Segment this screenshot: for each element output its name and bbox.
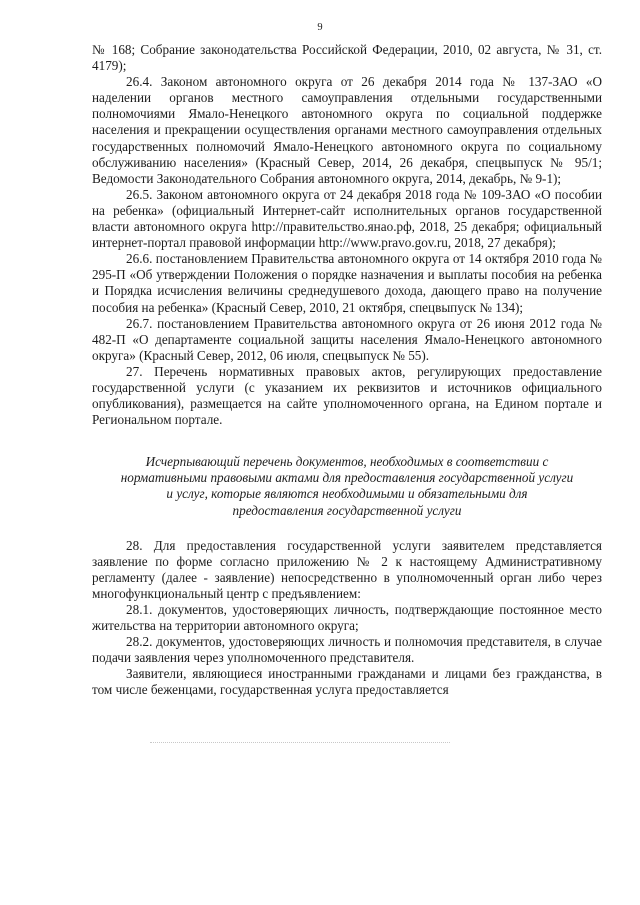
paragraph-26-4: 26.4. Законом автономного округа от 26 декабря 2014 года № 137-ЗАО «О наделении органов местного самоуправления отдельными государственными полномочиями Ямало-Ненецкого автономного округа по социальной поддержке населения и прекращении осуществления органами местного самоуправления отдельных государственных полномочий Ямало-Ненецкого автономного округа по социальному обслуживанию населения» (Красный Север, 2014, 26 декабря, спецвыпуск № 95/1; Ведомости Законодательного Собрания автономного округа, 2014, декабрь, № 9-1); <box>92 74 602 186</box>
heading-line: нормативными правовыми актами для предоставления государственной услуги <box>120 470 574 486</box>
paragraph-27: 27. Перечень нормативных правовых актов, регулирующих предоставление государственной услуги (с указанием их реквизитов и источников официального опубликования), размещается на сайте уполномоченного органа, на Едином портале и Региональном портале. <box>92 363 602 428</box>
paragraph-foreign-applicants: Заявители, являющиеся иностранными гражданами и лицами без гражданства, в том числе беженцами, государственная услуга предоставляется <box>92 666 602 698</box>
paragraph-28: 28. Для предоставления государственной услуги заявителем представляется заявление по форме согласно приложению № 2 к настоящему Административному регламенту (далее - заявление) непосредственно в уполномоченный орган либо через многофункциональный центр с предъявлением: <box>92 537 602 601</box>
heading-line: и услуг, которые являются необходимыми и обязательными для <box>166 486 528 502</box>
paragraph-28-2: 28.2. документов, удостоверяющих личность и полномочия представителя, в случае подачи заявления через уполномоченного представителя. <box>92 634 602 666</box>
paragraph-26-6: 26.6. постановлением Правительства автономного округа от 14 октября 2010 года № 295-П «Об утверждении Положения о порядке назначения и выплаты пособия на ребенка и Порядка исчисления величины среднедушевого дохода, дающего право на получение пособия на ребенка» (Красный Север, 2010, 21 октября, спецвыпуск № 134); <box>92 251 602 315</box>
paragraph-26-5: 26.5. Законом автономного округа от 24 декабря 2018 года № 109-ЗАО «О пособии на ребенка» (официальный Интернет-сайт исполнительных органов государственной власти автономного округа http://правительство.янао.рф, 2018, 25 декабря; официальный интернет-портал правовой информации http://www.pravo.gov.ru, 2018, 27 декабря); <box>92 186 602 251</box>
paragraph-28-1: 28.1. документов, удостоверяющих личность, подтверждающие постоянное место жительства на территории автономного округа; <box>92 602 602 634</box>
paragraph-26-7: 26.7. постановлением Правительства автономного округа от 26 июня 2012 года № 482-П «О департаменте социальной защиты населения Ямало-Ненецкого автономного округа» (Красный Север, 2012, 06 июля, спецвыпуск № 55). <box>92 315 602 363</box>
continuation-paragraph: № 168; Собрание законодательства Российской Федерации, 2010, 02 августа, № 31, ст. 4179); <box>92 42 602 74</box>
page-number: 9 <box>317 22 323 33</box>
scan-artifact-divider <box>150 742 450 745</box>
document-body <box>92 42 602 699</box>
heading-line: Исчерпывающий перечень документов, необходимых в соответствии с <box>145 454 549 470</box>
heading-line: предоставления государственной услуги <box>232 502 462 518</box>
section-heading <box>92 454 602 518</box>
